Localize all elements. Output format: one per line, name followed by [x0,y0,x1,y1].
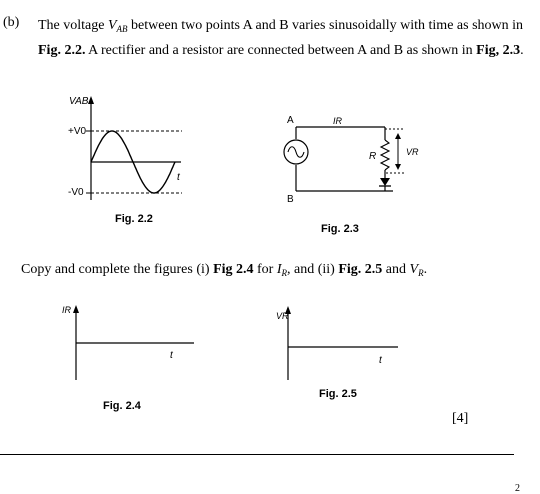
q1-fig-ref-2: Fig, 2.3 [476,43,521,58]
q1-var-sub: AB [116,24,128,34]
q1-text-a: The voltage [38,18,108,33]
voltage-label: VR [406,147,419,157]
q1-text-end: . [520,43,524,58]
vr-arrow-down [395,164,401,170]
fig25-y-label: VR [276,311,289,321]
fig24-y-label: IR [62,305,71,315]
fig22-pos-peak-label: +V0 [68,126,87,137]
fig23-circuit [284,115,419,205]
q1-fig-ref-1: Fig. 2.2. [38,43,86,58]
page-number: 2 [515,483,520,494]
resistor-icon [381,140,389,170]
q1-text-c: A rectifier and a resistor are connected between A and B as shown in [85,43,477,58]
fig24-caption: Fig. 2.4 [103,400,141,412]
q1-var-v: V [107,18,117,33]
fig24-t-label: t [170,350,173,361]
fig24-graph [62,305,194,380]
fig22-y-label: VAB [69,96,89,107]
ac-source-sine-symbol [288,147,304,158]
node-b-label: B [287,194,294,205]
fig22-t-label: t [177,172,180,183]
q2-fig-ref-2: Fig. 2.5 [338,262,383,277]
fig23-caption: Fig. 2.3 [321,223,359,235]
q2-text-b: for [253,262,277,277]
q2-var-i: I [276,262,282,277]
vr-arrow-up [395,133,401,139]
diode-icon [380,178,390,186]
fig25-graph [276,306,398,380]
q2-var-v: V [409,262,419,277]
q2-text-c: , and (ii) [287,262,339,277]
part-label: (b) [3,15,20,30]
fig22-graph [68,96,182,200]
current-label: IR [333,116,342,126]
marks-allocation: [4] [452,411,469,426]
node-a-label: A [287,115,294,126]
q2-var-v-sub: R [418,268,424,278]
q1-text-b: between two points A and B varies sinusoidally with time as shown in [127,18,524,33]
q2-var-i-sub: R [281,268,288,278]
q2-text-d: and [382,262,410,277]
fig25-caption: Fig. 2.5 [319,388,357,400]
fig24-y-axis-arrow [73,305,79,313]
fig22-caption: Fig. 2.2 [115,213,153,225]
q2-text-a: Copy and complete the figures (i) [21,262,214,277]
q2-fig-ref-1: Fig 2.4 [213,262,254,277]
fig22-neg-peak-label: -V0 [68,187,84,198]
q2-text-end: . [423,262,428,277]
resistor-label: R [369,151,377,162]
fig25-t-label: t [379,355,382,366]
fig22-y-axis-arrow [88,96,94,104]
